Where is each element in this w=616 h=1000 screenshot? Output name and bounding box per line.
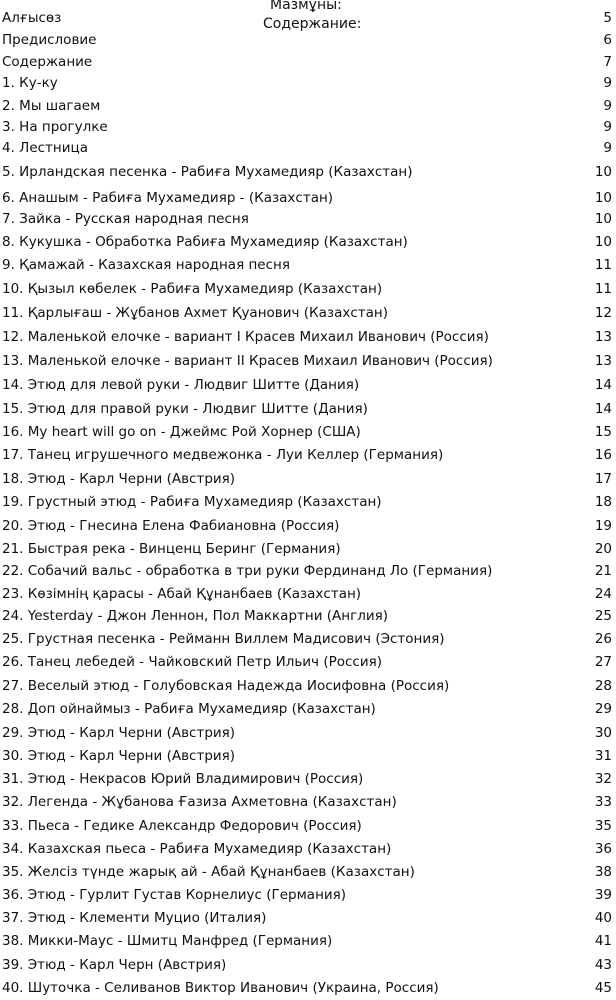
toc-entry-title: 30. Этюд - Карл Черни (Австрия) (2, 748, 236, 764)
toc-entry-title: 17. Танец игрушечного медвежонка - Луи Келлер (Германия) (2, 447, 444, 463)
toc-entry-title: 19. Грустный этюд - Рабиға Мухамедияр (Казахстан) (2, 494, 382, 510)
toc-entry-page: 43 (594, 957, 612, 973)
toc-entry-page: 40 (594, 910, 612, 926)
toc-entry-page: 6 (603, 32, 612, 48)
toc-entry-title: 35. Желсіз түнде жарық ай - Абай Құнанбаев (Казахстан) (2, 864, 415, 880)
toc-entry-page: 14 (594, 401, 612, 417)
toc-entry-page: 16 (594, 447, 612, 463)
toc-entry-page: 15 (594, 424, 612, 440)
toc-entry-page: 28 (594, 678, 612, 694)
toc-entry-title: 27. Веселый этюд - Голубовская Надежда Иосифовна (Россия) (2, 678, 450, 694)
toc-entry-page: 25 (594, 608, 612, 624)
toc-entry-page: 36 (594, 841, 612, 857)
toc-entry-page: 18 (594, 494, 612, 510)
toc-entry (2, 327, 612, 347)
toc-entry-page: 12 (594, 305, 612, 321)
toc-entry-title: 6. Анашым - Рабиға Мухамедияр - (Казахстан) (2, 190, 334, 206)
toc-entry-title: 14. Этюд для левой руки - Людвиг Шитте (Дания) (2, 377, 360, 393)
toc-entry (2, 375, 612, 395)
toc-entry-page: 10 (594, 164, 612, 180)
toc-entry (2, 676, 612, 696)
toc-entry-page: 13 (594, 353, 612, 369)
toc-entry (2, 469, 612, 489)
toc-entry-title: 29. Этюд - Карл Черни (Австрия) (2, 725, 236, 741)
toc-entry-page: 5 (603, 10, 612, 26)
toc-entry (2, 232, 612, 252)
toc-entry-page: 9 (603, 98, 612, 114)
toc-entry (2, 908, 612, 928)
toc-entry (2, 816, 612, 836)
toc-entry-title: 3. На прогулке (2, 119, 108, 135)
toc-entry-title: 15. Этюд для правой руки - Людвиг Шитте (Дания) (2, 401, 368, 417)
toc-entry-title: 25. Грустная песенка - Рейманн Виллем Мадисович (Эстония) (2, 631, 445, 647)
toc-entry-title: 7. Зайка - Русская народная песня (2, 211, 249, 227)
toc-entry (2, 492, 612, 512)
toc-entry-page: 21 (594, 563, 612, 579)
toc-entry-page: 14 (594, 377, 612, 393)
toc-entry-title: 26. Танец лебедей - Чайковский Петр Ильич (Россия) (2, 654, 382, 670)
toc-entry-page: 33 (594, 794, 612, 810)
toc-entry (2, 516, 612, 536)
toc-entry-page: 29 (594, 701, 612, 717)
toc-entry-title: 16. My heart will go on - Джеймс Рой Хорнер (США) (2, 424, 361, 440)
toc-entry-page: 13 (594, 329, 612, 345)
toc-entry-title: 11. Қарлығаш - Жұбанов Ахмет Қуанович (Казахстан) (2, 305, 389, 321)
toc-entry (2, 584, 612, 604)
toc-entry-title: 34. Казахская пьеса - Рабиға Мухамедияр (Казахстан) (2, 841, 392, 857)
toc-entry-title: 23. Көзімнің қарасы - Абай Құнанбаев (Казахстан) (2, 586, 362, 602)
toc-entry-page: 9 (603, 75, 612, 91)
toc-entry-page: 9 (603, 119, 612, 135)
toc-entry-title: 28. Доп ойнаймыз - Рабиға Мухамедияр (Казахстан) (2, 701, 376, 717)
toc-entry-page: 38 (594, 864, 612, 880)
toc-entry-title: Алғысөз (2, 10, 62, 26)
toc-entry-title: 32. Легенда - Жұбанова Ғазиза Ахметовна (Казахстан) (2, 794, 397, 810)
toc-entry-title: 31. Этюд - Некрасов Юрий Владимирович (Россия) (2, 771, 364, 787)
toc-entry-page: 45 (594, 980, 612, 996)
toc-entry (2, 931, 612, 951)
toc-entry-title: 36. Этюд - Гурлит Густав Корнелиус (Германия) (2, 887, 347, 903)
toc-entry (2, 862, 612, 882)
toc-entry (2, 422, 612, 442)
toc-entry (2, 73, 612, 93)
toc-entry-page: 10 (594, 211, 612, 227)
toc-entry (2, 138, 612, 158)
toc-entry-page: 11 (594, 257, 612, 273)
toc-entry (2, 746, 612, 766)
toc-entry (2, 209, 612, 229)
toc-entry (2, 561, 612, 581)
toc-entry-title: 5. Ирландская песенка - Рабиға Мухамедияр (Казахстан) (2, 164, 413, 180)
toc-entry (2, 8, 612, 28)
toc-entry (2, 303, 612, 323)
toc-entry-title: Предисловие (2, 32, 97, 48)
toc-entry (2, 351, 612, 371)
toc-entry-page: 26 (594, 631, 612, 647)
toc-entry-page: 9 (603, 140, 612, 156)
toc-entry-page: 32 (594, 771, 612, 787)
toc-entry-title: 20. Этюд - Гнесина Елена Фабиановна (Россия) (2, 518, 340, 534)
toc-entry-title: 22. Собачий вальс - обработка в три руки Фердинанд Ло (Германия) (2, 563, 493, 579)
toc-entry-title: 33. Пьеса - Гедике Александр Федорович (Россия) (2, 818, 362, 834)
toc-entry-page: 10 (594, 234, 612, 250)
toc-entry (2, 769, 612, 789)
toc-entry (2, 723, 612, 743)
toc-entry-page: 19 (594, 518, 612, 534)
toc-entry-page: 11 (594, 281, 612, 297)
toc-entry-title: 12. Маленькой елочке - вариант I Красев Михаил Иванович (Россия) (2, 329, 489, 345)
toc-entry (2, 885, 612, 905)
toc-entry-page: 35 (594, 818, 612, 834)
toc-entry-title: 9. Қамажай - Казахская народная песня (2, 257, 290, 273)
toc-entry-page: 41 (594, 933, 612, 949)
toc-entry-title: 21. Быстрая река - Винценц Беринг (Германия) (2, 541, 341, 557)
toc-entry-page: 30 (594, 725, 612, 741)
toc-entry (2, 699, 612, 719)
toc-entry-title: 37. Этюд - Клементи Муцио (Италия) (2, 910, 267, 926)
toc-entry (2, 96, 612, 116)
toc-entry-page: 27 (594, 654, 612, 670)
toc-entry-page: 20 (594, 541, 612, 557)
toc-entry-page: 31 (594, 748, 612, 764)
toc-entry (2, 117, 612, 137)
toc-entry (2, 399, 612, 419)
toc-entry (2, 606, 612, 626)
toc-entry (2, 279, 612, 299)
toc-entry-title: 4. Лестница (2, 140, 88, 156)
toc-entry-title: 2. Мы шагаем (2, 98, 101, 114)
toc-entry (2, 955, 612, 975)
toc-entry-title: 39. Этюд - Карл Черн (Австрия) (2, 957, 227, 973)
toc-entry-title: Содержание (2, 54, 93, 70)
toc-entry-title: 10. Қызыл көбелек - Рабиға Мухамедияр (Казахстан) (2, 281, 383, 297)
toc-entry-title: 18. Этюд - Карл Черни (Австрия) (2, 471, 236, 487)
toc-entry (2, 162, 612, 182)
toc-entry (2, 445, 612, 465)
toc-entry-page: 39 (594, 887, 612, 903)
toc-entry-page: 24 (594, 586, 612, 602)
toc-entry-title: 1. Ку-ку (2, 75, 58, 91)
toc-entry-page: 7 (603, 54, 612, 70)
toc-entry-title: 8. Кукушка - Обработка Рабиға Мухамедияр (Казахстан) (2, 234, 408, 250)
toc-entry-title: 13. Маленькой елочке - вариант II Красев Михаил Иванович (Россия) (2, 353, 493, 369)
toc-entry-title: 24. Yesterday - Джон Леннон, Пол Маккартни (Англия) (2, 608, 388, 624)
toc-entry-page: 17 (594, 471, 612, 487)
toc-entry (2, 629, 612, 649)
toc-entry (2, 52, 612, 72)
toc-entry (2, 839, 612, 859)
toc-entry (2, 188, 612, 208)
toc-entry (2, 978, 612, 998)
toc-heading: Мазмұны: (270, 0, 342, 13)
toc-entry (2, 792, 612, 812)
toc-entry (2, 652, 612, 672)
toc-entry-title: 40. Шуточка - Селиванов Виктор Иванович (Украина, Россия) (2, 980, 439, 996)
toc-subheading: Содержание: (263, 16, 362, 32)
toc-entry-page: 10 (594, 190, 612, 206)
toc-entry (2, 255, 612, 275)
toc-entry-title: 38. Микки-Маус - Шмитц Манфред (Германия) (2, 933, 333, 949)
toc-entry (2, 30, 612, 50)
toc-entry (2, 539, 612, 559)
